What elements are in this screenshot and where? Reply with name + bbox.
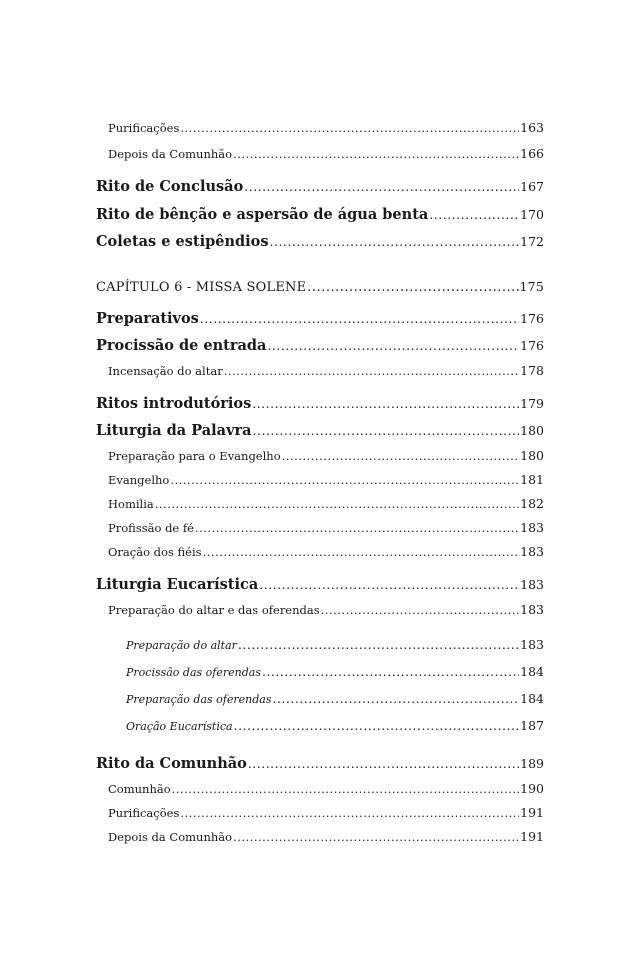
toc-entry[interactable] bbox=[108, 544, 544, 559]
toc-entry-label: Oração dos fiéis bbox=[108, 545, 202, 559]
toc-page-number: 183 bbox=[520, 520, 544, 535]
toc-entry-label: Procissão das oferendas bbox=[126, 666, 261, 679]
toc-page-number: 184 bbox=[520, 691, 544, 706]
toc-leader-dots bbox=[170, 473, 519, 487]
toc-page-number: 166 bbox=[520, 146, 544, 161]
toc-entry[interactable] bbox=[96, 755, 544, 772]
toc-leader-dots bbox=[259, 577, 519, 592]
toc-page-number: 176 bbox=[520, 311, 544, 326]
toc-entry-label: Depois da Comunhão bbox=[108, 830, 233, 844]
toc-leader-dots bbox=[272, 691, 519, 706]
toc-page-number: 172 bbox=[520, 234, 544, 249]
toc-entry[interactable] bbox=[96, 576, 544, 593]
toc-entry-label: Profissão de fé bbox=[108, 521, 194, 535]
toc-page-number: 180 bbox=[520, 423, 544, 438]
toc-leader-dots bbox=[244, 179, 519, 194]
toc-entry[interactable] bbox=[108, 146, 544, 161]
toc-leader-dots bbox=[321, 603, 519, 617]
toc-entry[interactable] bbox=[126, 637, 544, 652]
toc-leader-dots bbox=[155, 497, 519, 511]
toc-page-number: 183 bbox=[520, 544, 544, 559]
toc-entry-label: Evangelho bbox=[108, 473, 170, 487]
toc-leader-dots bbox=[180, 806, 519, 820]
toc-page-number: 175 bbox=[519, 279, 544, 294]
toc-entry[interactable] bbox=[108, 120, 544, 135]
toc-page-number: 189 bbox=[520, 756, 544, 771]
toc-leader-dots bbox=[267, 338, 519, 353]
toc-page-number: 191 bbox=[520, 829, 544, 844]
toc-leader-dots bbox=[248, 756, 519, 771]
toc-leader-dots bbox=[180, 121, 519, 135]
toc-page-number: 183 bbox=[520, 602, 544, 617]
toc-entry[interactable] bbox=[126, 664, 544, 679]
toc-entry-label: Depois da Comunhão bbox=[108, 147, 233, 161]
toc-entry-label: Oração Eucarística bbox=[126, 720, 233, 733]
toc-page-number: 183 bbox=[520, 637, 544, 652]
toc-page-number: 181 bbox=[520, 472, 544, 487]
toc-entry[interactable] bbox=[108, 496, 544, 511]
toc-entry[interactable] bbox=[126, 691, 544, 706]
toc-entry[interactable] bbox=[108, 520, 544, 535]
toc-entry-label: Rito de Conclusão bbox=[96, 178, 244, 195]
toc-leader-dots bbox=[282, 449, 520, 463]
toc-page-number: 182 bbox=[520, 496, 544, 511]
toc-entry[interactable] bbox=[96, 422, 544, 439]
toc-leader-dots bbox=[270, 234, 520, 249]
toc-entry[interactable] bbox=[96, 337, 544, 354]
toc-entry-label: Liturgia da Palavra bbox=[96, 422, 252, 439]
toc-entry[interactable] bbox=[96, 395, 544, 412]
toc-entry-label: Preparativos bbox=[96, 310, 199, 327]
toc-entry-label: Comunhão bbox=[108, 782, 171, 796]
toc-page-number: 187 bbox=[520, 718, 544, 733]
toc-chapter-entry[interactable] bbox=[96, 279, 544, 295]
toc-entry[interactable] bbox=[96, 233, 544, 250]
toc-page-number: 178 bbox=[520, 363, 544, 378]
toc-leader-dots bbox=[200, 311, 519, 326]
toc-page-number: 190 bbox=[520, 781, 544, 796]
toc-entry-label: Preparação das oferendas bbox=[126, 693, 272, 706]
toc-leader-dots bbox=[262, 664, 519, 679]
toc-page-number: 167 bbox=[520, 179, 544, 194]
toc-leader-dots bbox=[252, 396, 519, 411]
toc-entry-label: Ritos introdutórios bbox=[96, 395, 252, 412]
toc-leader-dots bbox=[238, 637, 519, 652]
toc-entry-label: Liturgia Eucarística bbox=[96, 576, 259, 593]
toc-entry-label: Incensação do altar bbox=[108, 364, 223, 378]
toc-entry-label: Rito de bênção e aspersão de água benta bbox=[96, 206, 429, 223]
toc-entry-label: Preparação do altar e das oferendas bbox=[108, 603, 320, 617]
toc-page-number: 180 bbox=[520, 448, 544, 463]
toc-entry[interactable] bbox=[108, 363, 544, 378]
toc-leader-dots bbox=[253, 423, 520, 438]
toc-leader-dots bbox=[172, 782, 520, 796]
toc-page-number: 179 bbox=[520, 396, 544, 411]
toc-page-number: 191 bbox=[520, 805, 544, 820]
toc-page-number: 184 bbox=[520, 664, 544, 679]
toc-entry-label: Coletas e estipêndios bbox=[96, 233, 269, 250]
toc-leader-dots bbox=[429, 207, 519, 222]
toc-leader-dots bbox=[195, 521, 519, 535]
toc-entry[interactable] bbox=[96, 178, 544, 195]
toc-entry[interactable] bbox=[108, 448, 544, 463]
toc-entry-label: Preparação para o Evangelho bbox=[108, 449, 281, 463]
toc-page-number: 176 bbox=[520, 338, 544, 353]
toc-leader-dots bbox=[233, 830, 519, 844]
toc-leader-dots bbox=[307, 280, 518, 295]
toc-entry-label: Homilia bbox=[108, 497, 154, 511]
toc-leader-dots bbox=[224, 364, 519, 378]
toc-entry[interactable] bbox=[126, 718, 544, 733]
toc-entry[interactable] bbox=[96, 310, 544, 327]
toc-entry-label: Preparação do altar bbox=[126, 639, 237, 652]
toc-entry[interactable] bbox=[108, 805, 544, 820]
toc-page-number: 163 bbox=[520, 120, 544, 135]
toc-entry-label: Procissão de entrada bbox=[96, 337, 267, 354]
toc-leader-dots bbox=[203, 545, 520, 559]
toc-page-number: 183 bbox=[520, 577, 544, 592]
toc-entry[interactable] bbox=[108, 472, 544, 487]
toc-entry[interactable] bbox=[108, 602, 544, 617]
toc-entry[interactable] bbox=[96, 206, 544, 223]
toc-entry-label: Purificações bbox=[108, 121, 180, 135]
toc-entry[interactable] bbox=[108, 781, 544, 796]
toc-entry[interactable] bbox=[108, 829, 544, 844]
toc-entry-label: Rito da Comunhão bbox=[96, 755, 247, 772]
toc-entry-label: Purificações bbox=[108, 806, 180, 820]
toc-page-number: 170 bbox=[520, 207, 544, 222]
toc-leader-dots bbox=[234, 718, 520, 733]
toc-chapter-label: CAPÍTULO 6 - MISSA SOLENE bbox=[96, 280, 307, 295]
toc-leader-dots bbox=[233, 147, 519, 161]
